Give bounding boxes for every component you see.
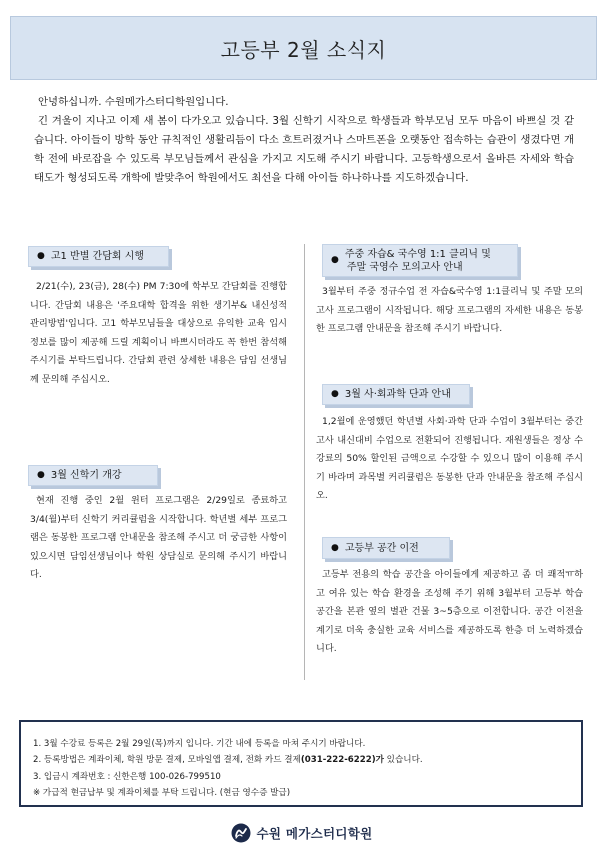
section-tag-social-science [322, 384, 470, 405]
section-body-relocation: 고등부 전용의 학습 공간을 아이들에게 제공하고 좀 더 쾌적ㅠ하고 여유 있는 학습 환경을 조성해 주기 위해 3월부터 고등부 학습 공간을 본관 옆의 별관 건물 3~5층으로 이전합니다. 공간 이전을 계기로 더욱 충실한 교육 서비스를 제공하도록 한층 더 노력하겠습니다. [316, 569, 583, 654]
page-title: 고등부 2월 소식지 [220, 37, 387, 62]
newsletter-header [10, 16, 597, 80]
notice-line-methods [33, 752, 581, 768]
notice-methods-text: 2. 등록방법은 계좌이체, 학원 방문 결제, 모바일앱 결제, 전화 카드 결제 [33, 755, 301, 766]
section-title: 3월 신학기 개강 [50, 470, 122, 481]
bullet-icon: ● [331, 389, 339, 399]
academy-name: 수원 메가스터디학원 [256, 826, 373, 841]
intro-section [34, 93, 574, 188]
section-title: 고1 반별 간담회 시행 [50, 251, 145, 262]
section-body-parent-meeting: 2/21(수), 23(금), 28(수) PM 7:30에 학부모 간담회를 진행합니다. 간담회 내용은 '주요대학 합격을 위한 생기부& 내신성적 관리방법'입니다. 고1 학부모님들을 대상으로 유익한 교육 입시 정보를 많이 제공해 드릴 계획이니 바쁘시더라도 꼭 한번 참석해 주시기를 부탁드립니다. 간담회 관련 상세한 내용은 담임 선생님께 문의해 주십시오. [30, 281, 287, 385]
section-tag-relocation [322, 537, 450, 559]
notice-line-account: 3. 입금시 계좌번호 : 신한은행 100-026-799510 [33, 771, 221, 782]
section-title-line2: 주말 국영수 모의고사 안내 [346, 261, 463, 273]
payment-notice-box [19, 720, 583, 807]
intro-greeting: 안녕하십니까. 수원메가스터디학원입니다. [38, 96, 229, 108]
section-body-new-semester: 현재 진행 중인 2월 윈터 프로그램은 2/29일로 종료하고 3/4(월)부터 신학기 커리큘럼을 시작합니다. 학년별 세부 프로그램은 동봉한 프로그램 안내문을 참조해 주시고 더 궁금한 사항이 있으시면 담임선생님이나 학원 상담실로 문의해 주시기 바랍니다. [30, 495, 287, 580]
section-body-clinic: 3월부터 주중 정규수업 전 자습&국수영 1:1클리닉 및 주말 모의고사 프로그램이 시작됩니다. 해당 프로그램의 자세한 내용은 동봉한 프로그램 안내문을 참조해 주시기 바랍니다. [316, 286, 583, 334]
section-body-social-science: 1,2월에 운영했던 학년별 사회·과학 단과 수업이 3월부터는 중간고사 내신대비 수업으로 전환되어 진행됩니다. 재원생들은 정상 수강료의 50% 할인된 금액으로 수강할 수 있으니 많이 이용해 주시기 바라며 과목별 커리큘럼은 동봉한 단과 안내문을 참조해 주십시오. [316, 416, 583, 501]
bullet-icon: ● [331, 255, 339, 265]
notice-methods-suffix: 있습니다. [383, 755, 423, 766]
mega-logo-icon [231, 823, 251, 843]
section-title-line1: 주중 자습& 국수영 1:1 클리닉 및 [344, 248, 491, 260]
notice-line-cash: ※ 가급적 현금납부 및 계좌이체를 부탁 드립니다. (현금 영수증 발급) [33, 788, 291, 799]
notice-phone: (031-222-6222)가 [300, 755, 384, 766]
intro-body: 긴 겨울이 지나고 이제 새 봄이 다가오고 있습니다. 3월 신학기 시작으로 학생들과 학부모님 모두 마음이 바쁘실 것 같습니다. 아이들이 방학 동안 규칙적인 생활리듬이 다소 흐트러졌거나 스마트폰을 오랫동안 접속하는 습관이 생겼다면 개학 전에 바로잡을 수 있도록 부모님들께서 관심을 가지고 지도해 주시기 바랍니다. 고등학생으로서 올바른 자세와 학습태도가 형성되도록 개학에 발맞추어 학원에서도 최선을 다해 아이들 하나하나를 지도하겠습니다. [34, 115, 574, 184]
bullet-icon: ● [331, 542, 339, 553]
section-tag-new-semester [28, 465, 158, 486]
section-tag-parent-meeting [28, 246, 169, 267]
bullet-icon: ● [37, 251, 45, 261]
bullet-icon: ● [37, 470, 45, 480]
section-title: 3월 사·회과학 단과 안내 [344, 389, 451, 400]
section-tag-clinic [322, 244, 518, 277]
notice-line-deadline: 1. 3월 수강료 등록은 2월 29일(목)까지 입니다. 기간 내에 등록을 마쳐 주시기 바랍니다. [33, 739, 366, 749]
section-title: 고등부 공간 이전 [344, 542, 419, 554]
column-divider [304, 244, 305, 680]
footer-logo [0, 818, 604, 848]
